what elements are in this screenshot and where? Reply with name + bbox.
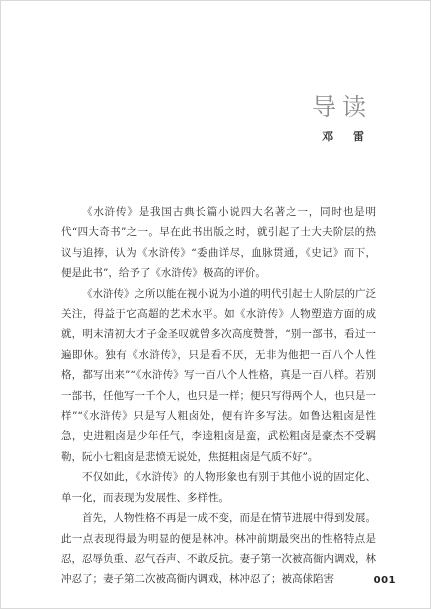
paragraph: 《水浒传》是我国古典长篇小说四大名著之一，同时也是明代“四大奇书”之一。早在此书出版之时，就引起了士大夫阶层的热议与追捧，认为《水浒传》“委曲详尽，血脉贯通，《史记》而下，便是此书”，给予了《水浒传》极高的评价。 (61, 206, 376, 280)
page-title: 导读 (312, 93, 372, 121)
author-name: 邓 雷 (322, 130, 372, 143)
body-text (61, 202, 376, 590)
page-number: 001 (373, 575, 396, 586)
paragraph: 不仅如此，《水浒传》的人物形象也有别于其他小说的固定化、单一化，而表现为发展性、多样性。 (61, 471, 376, 504)
paragraph: 《水浒传》之所以能在视小说为小道的明代引起士人阶层的广泛关注，得益于它高超的艺术水平。如《水浒传》人物塑造方面的成就，明末清初大才子金圣叹就曾多次高度赞誉，“别一部书，看过一遍即休。独有《水浒传》，只是看不厌，无非为他把一百八个人性格，都写出来”“《水浒传》写一百八个人性格，真是一百八样。若别一部书，任他写一千个人，也只是一样；便只写得两个人，也只是一样”“《水浒传》只是写人粗卤处，便有许多写法。如鲁达粗卤是性急，史进粗卤是少年任气，李逵粗卤是蛮，武松粗卤是豪杰不受羁勒，阮小七粗卤是悲愤无说处，焦挺粗卤是气质不好”。 (61, 287, 376, 463)
paragraph: 首先，人物性格不再是一成不变，而是在情节进展中得到发展。此一点表现得最为明显的便是林冲。林冲前期最突出的性格特点是忍，忍辱负重、忍气吞声、不敢反抗。妻子第一次被高衙内调戏，林冲忍了；妻子第二次被高衙内调戏，林冲忍了；被高俅陷害 (61, 512, 376, 586)
